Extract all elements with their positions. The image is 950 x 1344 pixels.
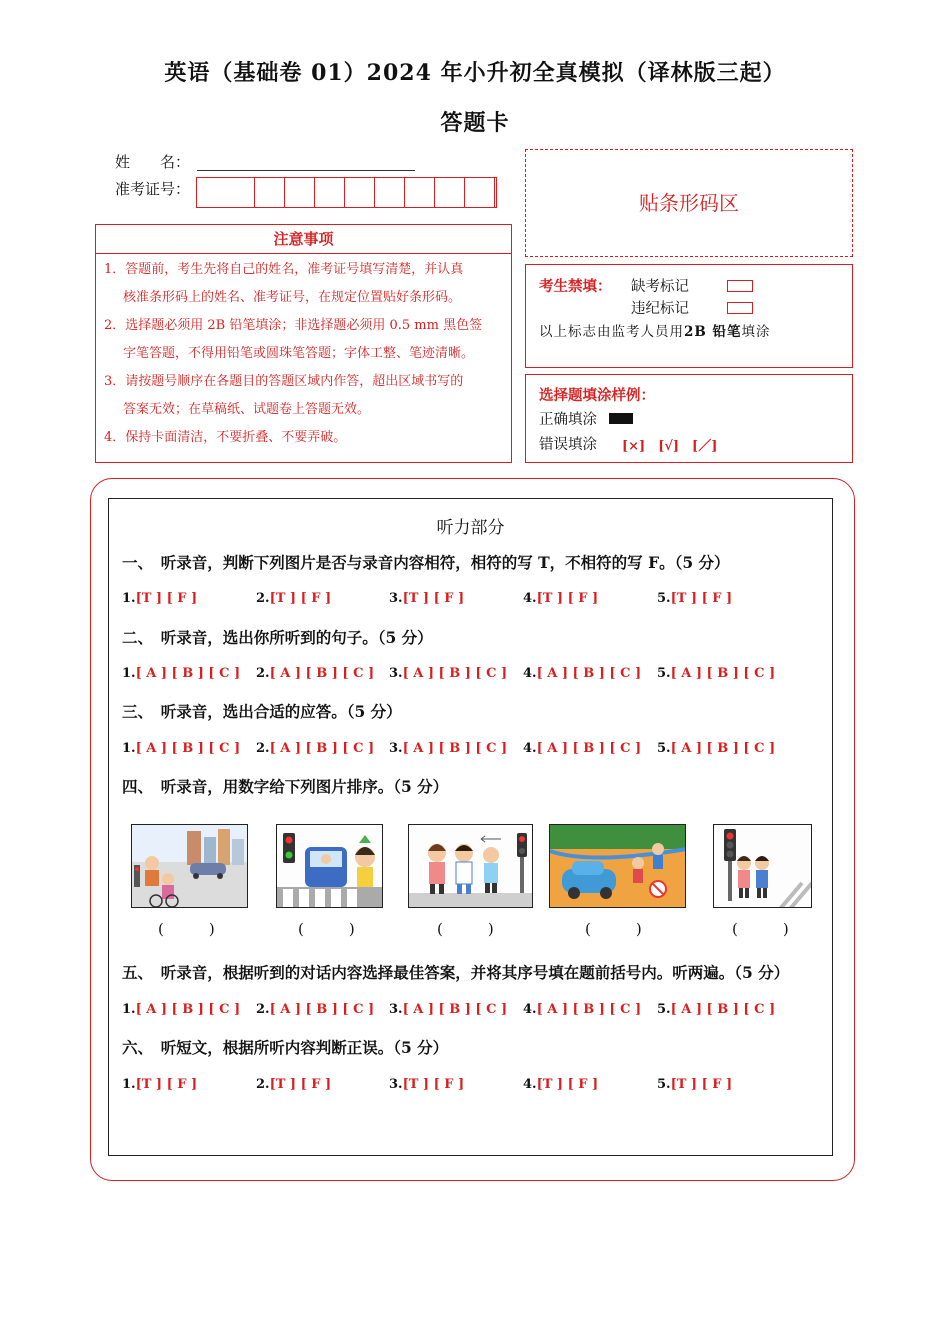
question-number: 1. [122, 591, 136, 606]
picture-1-traffic-street [131, 824, 248, 908]
forbidden-note [539, 320, 771, 340]
option-bubbles[interactable]: [ A ] [ B ] [ C ] [269, 1002, 375, 1017]
id-grid-cell[interactable] [436, 178, 465, 207]
answer-option-row[interactable] [256, 1002, 374, 1017]
picture-4-car-and-children [549, 824, 686, 908]
violation-label: 违纪标记 [631, 301, 689, 317]
notice-line: 3．请按题号顺序在各题目的答题区域内作答，超出区域书写的 [104, 374, 464, 389]
answer-option-row[interactable] [256, 666, 374, 681]
question-number: 2. [256, 1077, 270, 1092]
option-bubbles[interactable]: [ A ] [ B ] [ C ] [135, 666, 241, 681]
filled-mark-icon [609, 413, 633, 424]
section-6-title: 六、 听短文，根据所听内容判断正误。（5 分） [122, 1038, 449, 1057]
answer-option-row[interactable] [122, 666, 240, 681]
answer-option-row[interactable] [523, 666, 641, 681]
violation-checkbox[interactable] [727, 302, 753, 314]
answer-option-row[interactable] [389, 666, 507, 681]
section-4-title: 四、 听录音，用数字给下列图片排序。（5 分） [122, 777, 449, 796]
answer-blank-2[interactable]: ( ) [298, 920, 355, 938]
answer-blank-1[interactable]: ( ) [158, 920, 215, 938]
answer-option-row[interactable] [122, 741, 240, 756]
barcode-label: 贴条形码区 [639, 191, 739, 215]
question-number: 4. [523, 666, 537, 681]
answer-option-row[interactable] [389, 1077, 464, 1092]
option-bubbles[interactable]: [T ] [ F ] [135, 591, 198, 606]
option-bubbles[interactable]: [ A ] [ B ] [ C ] [536, 666, 642, 681]
answer-option-row[interactable] [657, 1002, 775, 1017]
option-bubbles[interactable]: [ A ] [ B ] [ C ] [135, 741, 241, 756]
question-number: 2. [256, 741, 270, 756]
option-bubbles[interactable]: [ A ] [ B ] [ C ] [670, 666, 776, 681]
forbidden-box [525, 264, 853, 368]
sample-heading: 选择题填涂样例： [539, 387, 655, 404]
forbidden-note-pre: 以上标志由监考人员用 [539, 324, 684, 340]
question-number: 2. [256, 591, 270, 606]
question-number: 1. [122, 1077, 136, 1092]
section-2-title: 二、 听录音，选出你所听到的句子。（5 分） [122, 628, 433, 647]
option-bubbles[interactable]: [T ] [ F ] [135, 1077, 198, 1092]
id-number-grid[interactable] [196, 177, 497, 208]
notice-line: 字笔答题，不得用铅笔或圆珠笔答题；字体工整、笔迹清晰。 [123, 346, 475, 361]
option-bubbles[interactable]: [T ] [ F ] [269, 591, 332, 606]
id-grid-cell[interactable] [256, 178, 285, 207]
answer-option-row[interactable] [657, 1077, 732, 1092]
notice-heading: 注意事项 [96, 225, 511, 254]
option-bubbles[interactable]: [ A ] [ B ] [ C ] [402, 666, 508, 681]
answer-option-row[interactable] [256, 741, 374, 756]
sample-box [525, 374, 853, 463]
id-grid-cell[interactable] [406, 178, 435, 207]
answer-option-row[interactable] [657, 666, 775, 681]
option-bubbles[interactable]: [ A ] [ B ] [ C ] [135, 1002, 241, 1017]
answer-option-row[interactable] [389, 741, 507, 756]
answer-option-row[interactable] [523, 1002, 641, 1017]
barcode-area [525, 149, 853, 257]
answer-option-row[interactable] [523, 591, 598, 606]
forbidden-note-bold: 2B 铅笔 [684, 324, 742, 340]
picture-5-traffic-light-children [713, 824, 812, 908]
question-number: 5. [657, 666, 671, 681]
option-bubbles[interactable]: [ A ] [ B ] [ C ] [670, 1002, 776, 1017]
name-field[interactable] [197, 170, 415, 171]
answer-blank-4[interactable]: ( ) [585, 920, 642, 938]
question-number: 4. [523, 1077, 537, 1092]
answer-blank-3[interactable]: ( ) [437, 920, 494, 938]
question-number: 1. [122, 1002, 136, 1017]
question-number: 3. [389, 741, 403, 756]
notice-box [95, 224, 512, 463]
notice-line: 答案无效；在草稿纸、试题卷上答题无效。 [123, 402, 371, 417]
question-number: 5. [657, 591, 671, 606]
answer-option-row[interactable] [256, 591, 331, 606]
question-number: 3. [389, 591, 403, 606]
option-bubbles[interactable]: [ A ] [ B ] [ C ] [536, 741, 642, 756]
correct-label: 正确填涂 [539, 412, 597, 428]
question-number: 3. [389, 1002, 403, 1017]
option-bubbles[interactable]: [ A ] [ B ] [ C ] [402, 741, 508, 756]
option-bubbles[interactable]: [T ] [ F ] [536, 591, 599, 606]
option-bubbles[interactable]: [T ] [ F ] [670, 1077, 733, 1092]
id-grid-cell[interactable] [466, 178, 495, 207]
option-bubbles[interactable]: [ A ] [ B ] [ C ] [402, 1002, 508, 1017]
forbidden-note-post: 填涂 [741, 324, 771, 340]
id-grid-cell[interactable] [226, 178, 255, 207]
notice-line: 1．答题前，考生先将自己的姓名，准考证号填写清楚，并认真 [104, 262, 464, 277]
section-3-title: 三、 听录音，选出合适的应答。（5 分） [122, 702, 402, 721]
option-bubbles[interactable]: [ A ] [ B ] [ C ] [269, 666, 375, 681]
picture-3-children-walking [408, 824, 533, 908]
question-number: 4. [523, 591, 537, 606]
question-number: 2. [256, 1002, 270, 1017]
answer-option-row[interactable] [389, 1002, 507, 1017]
answer-option-row[interactable] [122, 1077, 197, 1092]
option-bubbles[interactable]: [T ] [ F ] [269, 1077, 332, 1092]
option-bubbles[interactable]: [T ] [ F ] [670, 591, 733, 606]
id-grid-cell[interactable] [286, 178, 315, 207]
forbidden-label: 考生禁填： [539, 278, 612, 295]
id-label: 准考证号： [115, 180, 191, 198]
absent-checkbox[interactable] [727, 280, 753, 292]
answer-blank-5[interactable]: ( ) [732, 920, 789, 938]
answer-option-row[interactable] [256, 1077, 331, 1092]
question-number: 5. [657, 1002, 671, 1017]
answer-option-row[interactable] [122, 591, 197, 606]
picture-2-crosswalk [276, 824, 383, 908]
section-5-title: 五、 听录音，根据听到的对话内容选择最佳答案，并将其序号填在题前括号内。听两遍。（5 分） [122, 963, 790, 982]
answer-option-row[interactable] [523, 1077, 598, 1092]
answer-option-row[interactable] [657, 591, 732, 606]
answer-option-row[interactable] [523, 741, 641, 756]
id-grid-cell[interactable] [376, 178, 405, 207]
absent-label: 缺考标记 [631, 279, 689, 295]
question-number: 3. [389, 666, 403, 681]
wrong-marks: [×] [√] [／] [622, 439, 718, 454]
question-number: 2. [256, 666, 270, 681]
option-bubbles[interactable]: [ A ] [ B ] [ C ] [536, 1002, 642, 1017]
page-title: 英语（基础卷 01）2024 年小升初全真模拟（译林版三起） [164, 60, 786, 86]
question-number: 4. [523, 1002, 537, 1017]
id-grid-cell[interactable] [346, 178, 375, 207]
option-bubbles[interactable]: [T ] [ F ] [402, 591, 465, 606]
notice-line: 4．保持卡面清洁，不要折叠、不要弄破。 [104, 430, 347, 445]
page-subtitle: 答题卡 [440, 110, 510, 136]
notice-line: 2．选择题必须用 2B 铅笔填涂；非选择题必须用 0.5 mm 黑色签 [104, 318, 483, 333]
section-1-title: 一、 听录音，判断下列图片是否与录音内容相符，相符的写 T，不相符的写 F。（5 分） [122, 553, 730, 572]
wrong-label: 错误填涂 [539, 437, 597, 453]
option-bubbles[interactable]: [T ] [ F ] [402, 1077, 465, 1092]
notice-line: 核准条形码上的姓名、准考证号，在规定位置贴好条形码。 [123, 290, 462, 305]
question-number: 5. [657, 741, 671, 756]
answer-option-row[interactable] [389, 591, 464, 606]
answer-option-row[interactable] [122, 1002, 240, 1017]
question-number: 1. [122, 741, 136, 756]
option-bubbles[interactable]: [ A ] [ B ] [ C ] [670, 741, 776, 756]
listening-heading: 听力部分 [436, 518, 505, 538]
id-grid-cell[interactable] [316, 178, 345, 207]
question-number: 4. [523, 741, 537, 756]
option-bubbles[interactable]: [ A ] [ B ] [ C ] [269, 741, 375, 756]
option-bubbles[interactable]: [T ] [ F ] [536, 1077, 599, 1092]
question-number: 5. [657, 1077, 671, 1092]
notice-list [104, 256, 482, 452]
question-number: 1. [122, 666, 136, 681]
name-label: 姓 名： [115, 153, 191, 171]
question-number: 3. [389, 1077, 403, 1092]
answer-option-row[interactable] [657, 741, 775, 756]
